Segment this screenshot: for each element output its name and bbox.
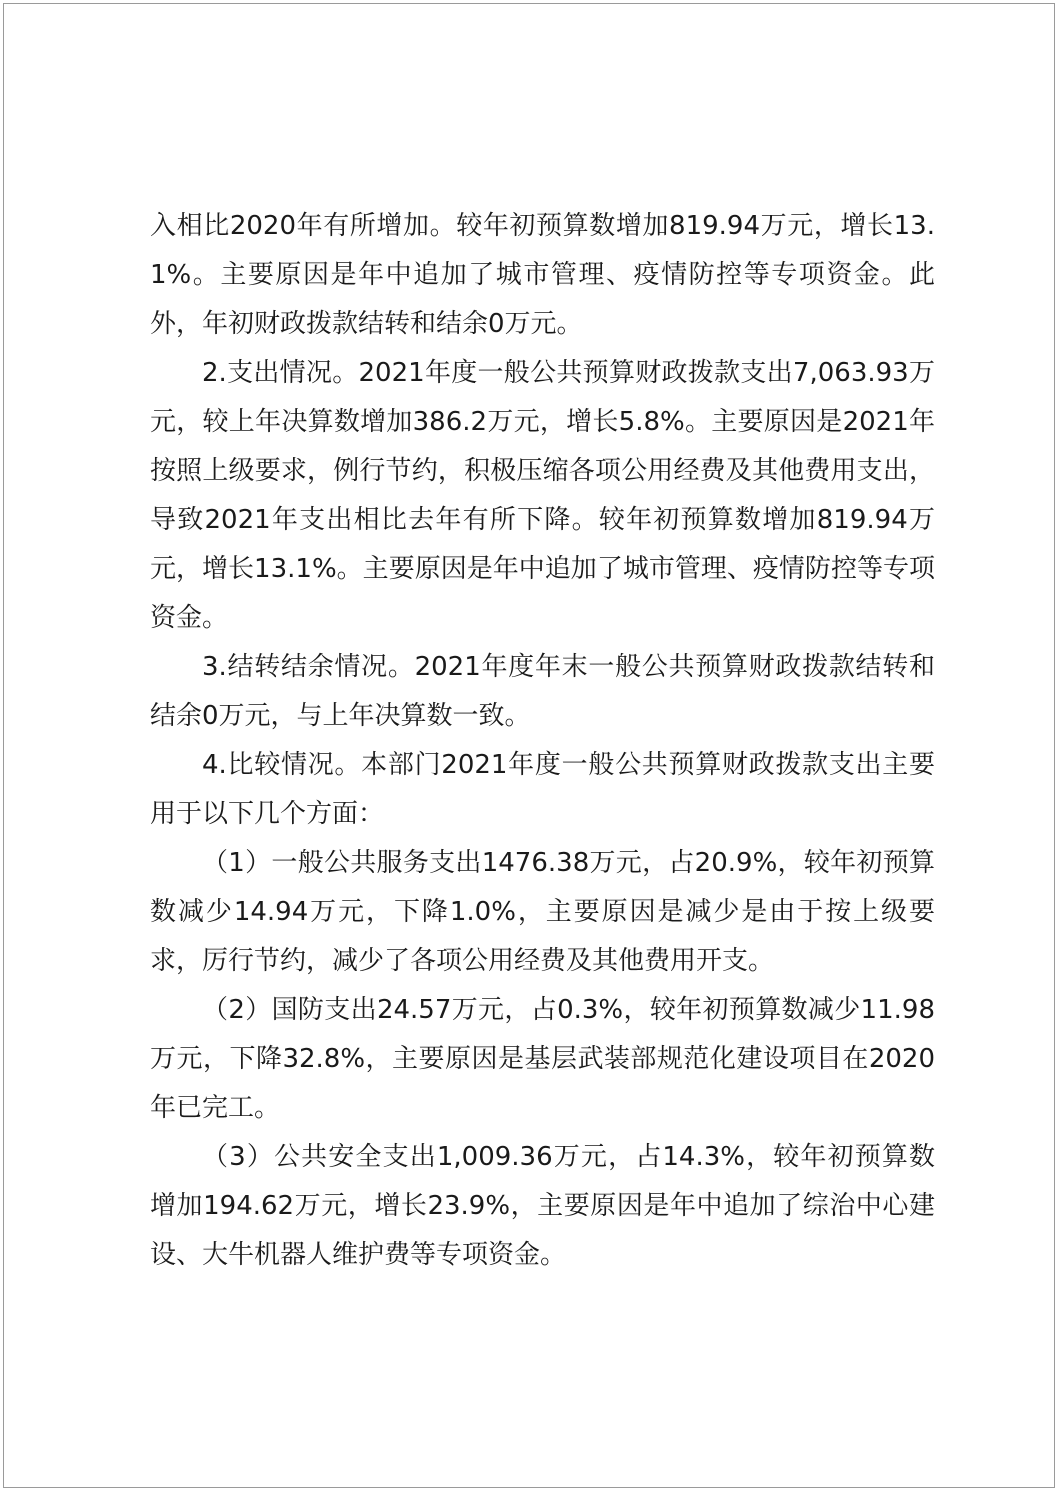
paragraph-carryover: 3.结转结余情况。2021年度年末一般公共预算财政拨款结转和结余0万元，与上年决算数一致。 (150, 652, 935, 731)
document-body (150, 202, 935, 1280)
paragraph-income-comparison: 入相比2020年有所增加。较年初预算数增加819.94万元，增长13.1%。主要原因是年中追加了城市管理、疫情防控等专项资金。此外，年初财政拨款结转和结余0万元。 (150, 211, 935, 339)
paragraph-comparison: 4.比较情况。本部门2021年度一般公共预算财政拨款支出主要用于以下几个方面： (150, 750, 935, 829)
paragraph-general-public-services: （1）一般公共服务支出1476.38万元，占20.9%，较年初预算数减少14.94万元，下降1.0%，主要原因是减少是由于按上级要求，厉行节约，减少了各项公用经费及其他费用开支。 (150, 848, 935, 976)
paragraph-public-security: （3）公共安全支出1,009.36万元，占14.3%，较年初预算数增加194.62万元，增长23.9%，主要原因是年中追加了综治中心建设、大牛机器人维护费等专项资金。 (150, 1142, 935, 1270)
document-page (3, 3, 1055, 1488)
paragraph-national-defense: （2）国防支出24.57万元，占0.3%，较年初预算数减少11.98万元，下降32.8%，主要原因是基层武装部规范化建设项目在2020年已完工。 (150, 995, 935, 1123)
paragraph-expenditure: 2.支出情况。2021年度一般公共预算财政拨款支出7,063.93万元，较上年决算数增加386.2万元，增长5.8%。主要原因是2021年按照上级要求，例行节约，积极压缩各项公用经费及其他费用支出，导致2021年支出相比去年有所下降。较年初预算数增加819.94万元，增长13.1%。主要原因是年中追加了城市管理、疫情防控等专项资金。 (150, 358, 935, 633)
